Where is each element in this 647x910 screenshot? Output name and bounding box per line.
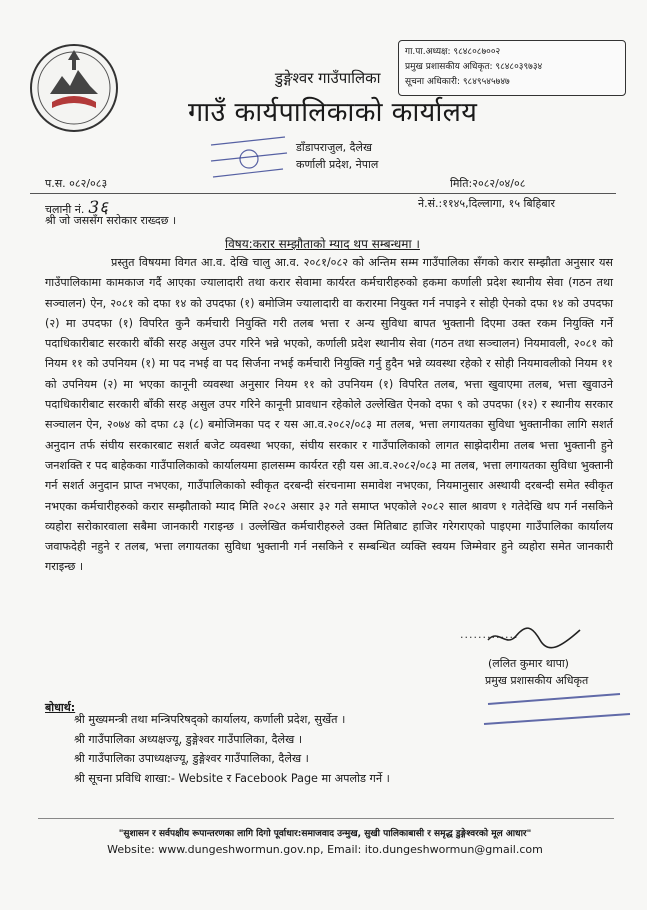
cc-heading: बोधार्थ: — [45, 701, 76, 714]
handwritten-signature — [484, 622, 584, 650]
recipient: श्री जो जससँग सरोकार राख्दछ । — [45, 214, 177, 227]
nepal-emblem-icon — [28, 42, 120, 134]
body-paragraph: प्रस्तुत विषयमा विगत आ.व. देखि चालु आ.व. २०८१/०८२ को अन्तिम सम्म गाउँपालिका सँगको करार सम्झौता अनुसार यस गाउँपालिकामा कामकाज गर्दै आएका ज्यालादारी तथा करार सेवामा कार्यरत कर्मचारीहरुको हकमा कर्णाली प्रदेश स्थानीय सेवा (गठन तथा सञ्चालन) ऐन, २०८१ को दफा १४ को उपदफा (१) बमोजिम ज्यालादारी वा करारमा नियुक्त गर्न नपाइने र सोही ऐनको दफा १४ को उपदफा (२) मा उपदफा (१) विपरित कुनै कर्मचारी नियुक्ति गरी तलब भत्ता र अन्य सुविधा बापत भुक्तानी दिएमा उक्त रकम नियुक्ति गर्ने पदाधिकारीबाट सरकारी बाँकी सरह असुल उपर गरिने भन्ने भएको, कर्णाली प्रदेश स्थानीय सेवा (गठन तथा सञ्चालन) नियमावली, २०८१ को नियम ११ को उपनियम (१) मा पद नभई वा पद सिर्जना नभई कर्मचारी नियुक्ति गर्नु हुदैन भन्ने व्यवस्था रहेको र सोही नियमावलीको नियम ११ को उपनियम (२) मा भएका कानूनी व्यवस्था अनुसार नियम ११ को उपनियम (१) विपरित तलब, भत्ता खुवाएमा तलब, भत्ता खुवाउने पदाधिकारीबाट सरकारी बाँकी सरह असुल उपर गरिने कानूनी प्रावधान रहेकोले उल्लेखित ऐनको दफा ९ को उपदफा (१२) र स्थानीय सरकार सञ्चालन ऐन, २०७४ को दफा ८३ (८) बमोजिमका पद र यस आ.व.२०८२/०८३ मा तलब, भत्ता लगायतका सुविधा भुक्तानीका लागि सशर्त अनुदान तर्फ संघीय सरकारबाट सशर्त बजेट व्यवस्था भएका, संघीय सरकार र गाउँपालिकाको लागत साझेदारीमा तलब भत्ता भुक्तानी हुने जनशक्ति र पद बाहेकका गाउँपालिकाको कार्यालयमा हालसम्म कार्यरत रही यस आ.व.२०८२/०८३ मा तलब, भत्ता लगायतका सुविधा भुक्तानी गर्न सशर्त अनुदान प्राप्त नभएका, गाउँपालिकाको स्वीकृत दरबन्दी संरचनामा समावेश नभएका, नियमानुसार अस्थायी दरबन्दी समेत स्वीकृत नभएका कर्मचारीहरुको करार सम्झौताको म्याद मिति २०८२ असार ३२ गते समाप्त भएकोले २०८२ साल श्रावण १ गतेदेखि थप गर्न नसकिने व्यहोरा सरोकारवाला सबैमा जानकारी गराइन्छ । उल्लेखित कर्मचारीहरुले उक्त मितिबाट हाजिर गरेगराएको पाइएमा गाउँपालिका कार्यालय जवाफदेही नहुने र तलब, भत्ता लगायतका सुविधा भुक्तानी गर्न नसकिने र सम्बन्धित व्यक्ति स्वयम जिम्मेवार हुने व्यहोरा समेत जानकारी गराइन्छ । — [45, 256, 613, 574]
contact-cao: प्रमुख प्रशासकीय अधिकृत: ९८४८०३९७३४ — [405, 62, 543, 72]
dispatch-label: चलानी नं. — [45, 203, 85, 216]
contact-info-officer: सूचना अधिकारी: ९८४९५४५७४७ — [405, 77, 510, 87]
municipality-name: डुङ्गेश्वर गाउँपालिका — [275, 69, 381, 87]
office-stamp — [203, 133, 295, 191]
footer-divider — [38, 818, 614, 819]
footer-contact: Website: www.dungeshwormun.gov.np, Email: ito.dungeshwormun@gmail.com — [107, 843, 543, 856]
address-line-2: कर्णाली प्रदेश, नेपाल — [296, 158, 379, 171]
contact-box — [398, 40, 626, 96]
subject-line: विषय:करार सम्झौताको म्याद थप सम्बन्धमा । — [225, 237, 420, 251]
letter-date: मिति:२०८२/०४/०८ — [450, 177, 526, 190]
nepal-sambat-date: ने.सं.:११४५,दिल्लागा, १५ बिहिबार — [418, 197, 555, 210]
signature-line: ............. — [460, 628, 519, 641]
header-divider — [30, 193, 616, 194]
contact-chair: गा.पा.अध्यक्ष: ९८४८०८७००२ — [405, 47, 501, 57]
name-stamp — [480, 688, 640, 736]
cc-list — [74, 710, 390, 788]
cc-item: श्री मुख्यमन्त्री तथा मन्त्रिपरिषद्को कार्यालय, कर्णाली प्रदेश, सुर्खेत । — [74, 713, 346, 726]
signer-name: (ललित कुमार थापा) — [488, 657, 569, 670]
signer-title: प्रमुख प्रशासकीय अधिकृत — [485, 674, 589, 687]
cc-item: श्री गाउँपालिका उपाध्यक्षज्यू, डुङ्गेश्वर गाउँपालिका, दैलेख । — [74, 752, 309, 765]
address-line-1: डाँडापराजुल, दैलेख — [296, 141, 372, 154]
reference-number: प.स. ०८२/०८३ — [45, 177, 108, 190]
office-title: गाउँ कार्यपालिकाको कार्यालय — [188, 97, 478, 128]
cc-item: श्री गाउँपालिका अध्यक्षज्यू, डुङ्गेश्वर गाउँपालिका, दैलेख । — [74, 732, 303, 746]
letter-body — [45, 253, 613, 578]
dispatch-number-handwritten: 3६ — [88, 198, 109, 218]
cc-item: श्री सूचना प्रविधि शाखा:- Website र Facebook Page मा अपलोड गर्ने । — [74, 771, 390, 785]
footer-slogan: "सुशासन र सर्वपक्षीय रूपान्तरणका लागि दिगो पूर्वाधार:समाजवाद उन्मुख, सुखी पालिकाबासी र समृद्ध डुङ्गेश्वरको मूल आधार" — [118, 829, 532, 839]
